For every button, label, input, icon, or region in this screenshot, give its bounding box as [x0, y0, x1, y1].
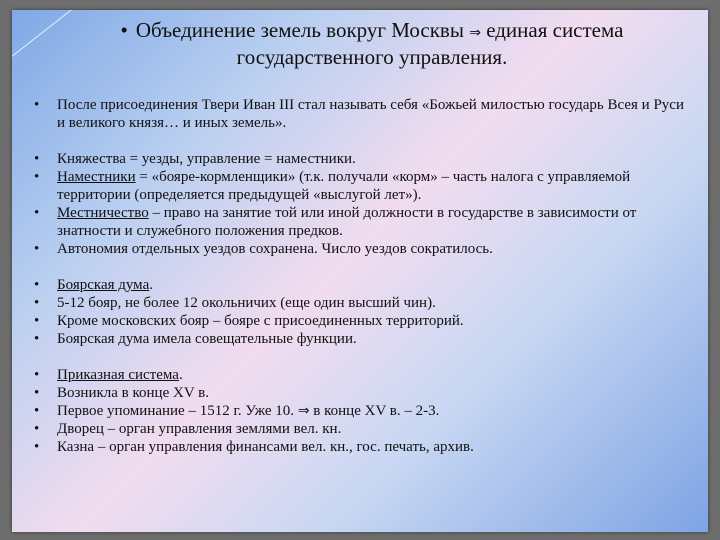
title-line-1	[52, 18, 692, 45]
item-text: 5-12 бояр, не более 12 окольничих (еще один высший чин).	[57, 295, 436, 311]
bullet-icon: •	[34, 385, 40, 401]
item-text: .	[178, 367, 183, 383]
bullet-group	[30, 276, 690, 348]
list-item-text	[57, 438, 690, 456]
item-text: Боярская дума имела совещательные функции.	[57, 331, 357, 347]
list-item	[30, 402, 690, 420]
title-line-2: государственного управления.	[236, 45, 508, 69]
bullet-icon: •	[34, 313, 40, 329]
bullet-content	[30, 96, 690, 474]
bullet-group	[30, 150, 690, 258]
item-text: Кроме московских бояр – бояре с присоединенных территорий.	[57, 313, 464, 329]
list-item	[30, 366, 690, 384]
list-item-text	[57, 276, 690, 294]
list-item	[30, 438, 690, 456]
list-item-text	[57, 366, 690, 384]
list-item-text	[57, 384, 690, 402]
underlined-term: Наместники	[57, 169, 136, 185]
item-text: Княжества = уезды, управление = наместники.	[57, 151, 356, 167]
item-text: .	[149, 277, 153, 293]
list-item-text	[57, 168, 690, 204]
list-item	[30, 420, 690, 438]
list-item	[30, 240, 690, 258]
item-text: Возникла в конце XV в.	[57, 385, 209, 401]
item-text: = «бояре-кормленщики» (т.к. получали «корм» – часть налога с управляемой территории (определяется предыдущей «выслугой лет»).	[57, 169, 631, 203]
list-item	[30, 276, 690, 294]
title-bullet: •	[120, 18, 128, 42]
list-item	[30, 294, 690, 312]
list-item	[30, 96, 690, 132]
list-item-text	[57, 294, 690, 312]
bullet-icon: •	[34, 439, 40, 455]
list-item	[30, 204, 690, 240]
implies-arrow-icon: ⇒	[297, 403, 310, 419]
bullet-group	[30, 366, 690, 456]
bullet-icon: •	[34, 403, 40, 419]
list-item	[30, 312, 690, 330]
title-text-1: Объединение земель вокруг Москвы	[135, 18, 464, 42]
bullet-icon: •	[34, 97, 40, 113]
list-item-text	[57, 240, 690, 258]
bullet-icon: •	[34, 241, 40, 257]
list-item	[30, 150, 690, 168]
list-item	[30, 168, 690, 204]
bullet-icon: •	[34, 205, 40, 221]
item-text: Казна – орган управления финансами вел. кн., гос. печать, архив.	[57, 439, 474, 455]
underlined-term: Приказная система	[57, 367, 179, 383]
underlined-term: Местничество	[57, 205, 149, 221]
item-text: После присоединения Твери Иван III стал называть себя «Божьей милостью государь Всея и Руси и великого князя… и иных земель».	[57, 97, 684, 131]
bullet-group	[30, 96, 690, 132]
list-item-text	[57, 402, 690, 420]
list-item-text	[57, 420, 690, 438]
list-item-text	[57, 204, 690, 240]
list-item	[30, 330, 690, 348]
bullet-icon: •	[34, 277, 40, 293]
item-text: – право на занятие той или иной должности в государстве в зависимости от знатности и служебного положения предков.	[57, 205, 637, 239]
list-item-text	[57, 330, 690, 348]
item-text-continued: в конце XV в. – 2-3.	[309, 403, 440, 419]
underlined-term: Боярская дума	[57, 277, 150, 293]
list-item-text	[57, 312, 690, 330]
item-text: Первое упоминание – 1512 г. Уже 10.	[57, 403, 295, 419]
item-text: Автономия отдельных уездов сохранена. Число уездов сократилось.	[57, 241, 493, 257]
implies-arrow-icon: ⇒	[469, 25, 481, 41]
bullet-icon: •	[34, 295, 40, 311]
title-text-1-end: единая система	[486, 18, 624, 42]
bullet-icon: •	[34, 331, 40, 347]
list-item-text	[57, 96, 690, 132]
slide-title	[52, 18, 692, 69]
bullet-icon: •	[34, 367, 40, 383]
bullet-icon: •	[34, 169, 40, 185]
slide	[12, 10, 708, 532]
list-item-text	[57, 150, 690, 168]
bullet-icon: •	[34, 151, 40, 167]
list-item	[30, 384, 690, 402]
bullet-icon: •	[34, 421, 40, 437]
item-text: Дворец – орган управления землями вел. кн.	[57, 421, 342, 437]
